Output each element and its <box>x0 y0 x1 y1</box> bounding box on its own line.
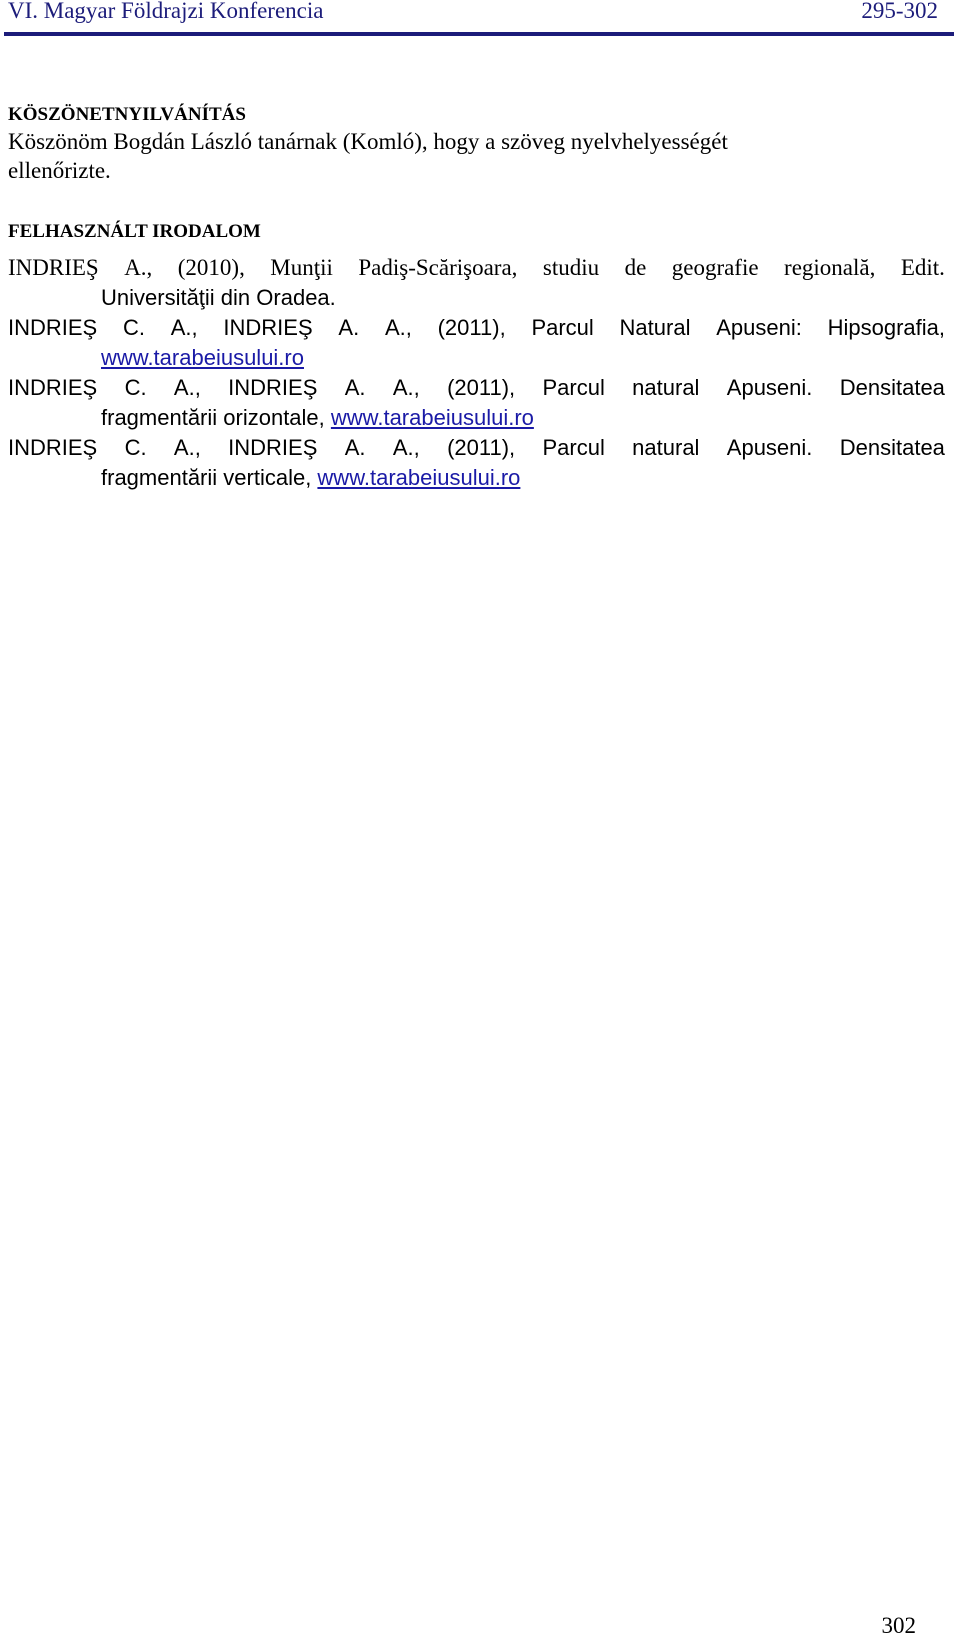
acknowledgement-line: ellenőrizte. <box>8 158 111 183</box>
reference-line: fragmentării verticale, www.tarabeiusului.ro <box>101 465 521 490</box>
reference-line <box>8 343 945 373</box>
conference-title: VI. Magyar Földrajzi Konferencia <box>8 0 324 23</box>
reference-link[interactable]: www.tarabeiusului.ro <box>101 345 304 370</box>
page-header <box>8 0 952 26</box>
page-number: 302 <box>881 1613 916 1638</box>
reference-line: Universităţii din Oradea. <box>101 285 336 310</box>
reference-list <box>8 253 945 493</box>
reference-entry <box>8 253 945 313</box>
reference-entry <box>8 373 945 433</box>
reference-entry <box>8 313 945 373</box>
reference-line: fragmentării orizontale, www.tarabeiusului.ro <box>101 405 534 430</box>
references-heading: FELHASZNÁLT IRODALOM <box>8 221 261 242</box>
acknowledgement-heading: KÖSZÖNETNYILVÁNÍTÁS <box>8 104 246 125</box>
reference-link[interactable]: www.tarabeiusului.ro <box>330 405 534 430</box>
reference-line: INDRIEŞ A., (2010), Munţii Padiş-Scărişoara, studiu de geografie regională, Edit. <box>8 255 945 280</box>
reference-entry <box>8 433 945 493</box>
reference-link[interactable]: www.tarabeiusului.ro <box>317 465 521 490</box>
acknowledgement-text <box>8 127 948 185</box>
reference-line: INDRIEŞ C. A., INDRIEŞ A. A., (2011), Parcul natural Apuseni. Densitatea <box>8 375 945 400</box>
reference-line: INDRIEŞ C. A., INDRIEŞ A. A., (2011), Parcul Natural Apuseni: Hipsografia, <box>8 315 945 340</box>
acknowledgement-line: Köszönöm Bogdán László tanárnak (Komló), hogy a szöveg nyelvhelyességét <box>8 129 728 154</box>
header-rule <box>4 32 954 36</box>
page-range: 295-302 <box>861 0 938 23</box>
reference-line: INDRIEŞ C. A., INDRIEŞ A. A., (2011), Parcul natural Apuseni. Densitatea <box>8 435 945 460</box>
